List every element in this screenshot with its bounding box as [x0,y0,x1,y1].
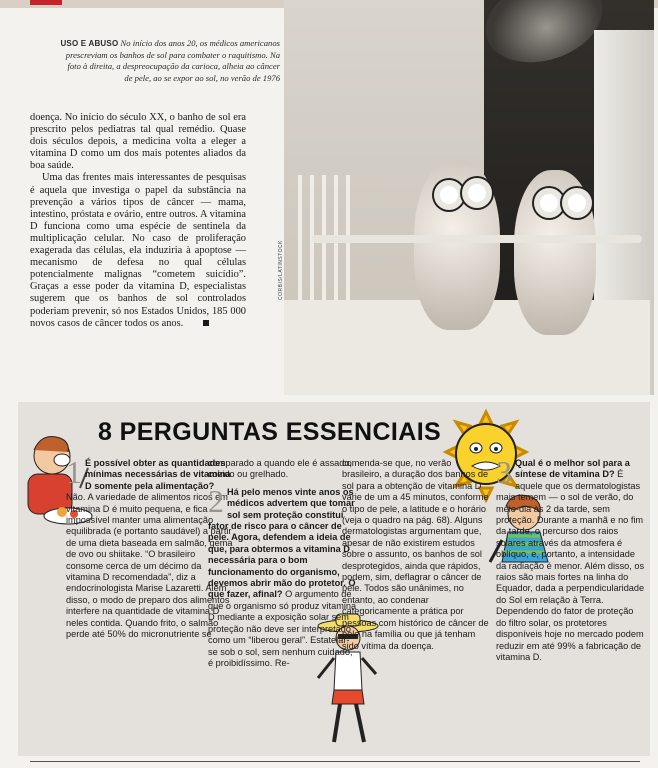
photo-credit: CORBIS/LATINSTOCK [278,240,284,300]
question-3 [496,454,646,663]
question-3-number: 3 [496,454,512,490]
body-paragraph-2 [30,172,246,329]
column-3-text: comenda-se que, no verão brasileiro, a duração dos banhos de sol para a obtenção de vitamina D varie de um a 45 minutos, conforme o tipo de pele, a latitude e o horário (veja o quadro na pág. 68). Alguns dermatologistas argumentam que, apesar de não existirem estudos sobre o assunto, os banhos de sol desprotegidos, ainda que rápidos, podem, sim, deflagrar o câncer de pele. Todos são unânimes, no entanto, ao condenar categoricamente a prática por pessoas com histórico de câncer de pele na família ou que já tenham sido vítima da doença. [342,458,489,651]
questions-box [18,402,650,756]
photo-caption [60,38,280,84]
goggle-right-2 [562,188,592,218]
question-2-number: 2 [208,482,224,519]
box-title: 8 PERGUNTAS ESSENCIAIS [98,418,442,446]
article-body [30,112,246,330]
question-1-number: 1 [66,454,82,490]
question-2-text: Há pelo menos vinte anos os médicos advertem que tomar sol sem proteção constitui fator de risco para o câncer de pele. Agora, defendem a ideia de que, para obtermos a vitamina D necessária para o bom funcionamento do organismo, devemos abrir mão do protetor. O que fazer, afinal? [208,486,356,600]
answer-2-text: O argumento de que o organismo só produz vitamina D mediante a exposição solar sem proteção não deve ser interpretado como um “liberou geral”. Estatelar-se sob o sol, sem nenhum cuidado, é proibidíssimo. Re- [208,589,357,668]
question-3-column [496,454,646,663]
column-2-continuation: comparado a quando ele é assado, cozido ou grelhado. [208,458,353,480]
column-3 [342,458,492,652]
question-3-text: Qual é o melhor sol para a síntese de vitamina D? [515,458,630,480]
answer-3-text: É aquele que os dermatologistas mais temem — o sol de verão, do meio-dia às 2 da tarde, sem proteção. Durante a manhã e no fim da tarde, o percurso dos raios solares através da atmosfera é oblíquo, e, portanto, a intensidade da radiação é menor. Além disso, os raios são mais fortes na linha do Equador, dada a perpendicularidade do Sol em relação à Terra. Dependendo do fator de proteção do filtro solar, os protetores disponíveis hoje no mercado podem reduzir em até 99% a fabricação de vitamina D. [496,469,645,662]
answer-1-text: Não. A variedade de alimentos ricos em vitamina D é muito pequena, e fica impossível manter uma alimentação equilibrada (e portanto saudável) a partir de uma dieta baseada em salmão, gema de ovo ou shiitake. “O brasileiro consome cerca de um décimo da vitamina D recomendada”, diz a endocrinologista Marise Lazaretti. Além disso, o modo de preparo dos alimentos interfere na quantidade de vitamina D neles contida. Quando frito, o salmão perde até 50% do micronutriente se [66,492,233,640]
goggle-right-1 [534,188,564,218]
body-paragraph-2-text: Uma das frentes mais interessantes de pesquisas é aquela que investiga o papel da substância na prevenção a vários tipos de câncer — mama, intestino, próstata e ovário, entre outros. A vitamina D funciona como uma espécie de sentinela da multiplicação celular. No caso de proliferação exagerada das células, ela induziria à apoptose — mecanismo de defesa no qual células potencialmente malignas “cometem suicídio”. Graças a esse poder da vitamina D, especialistas sugerem que os banhos de sol controlados poderiam prevenir, só nos Estados Unidos, 185 000 novos casos de câncer todos os anos. [30,172,246,329]
end-mark [203,320,209,326]
goggle-left-1 [434,180,464,210]
question-1-text: É possível obter as quantidades mínimas necessárias de vitamina D somente pela alimentação? [85,458,231,491]
caption-text: No início dos anos 20, os médicos americanos prescreviam os banhos de sol para combater o raquitismo. Na foto à direita, a despreocupação da carioca, alheia ao câncer de pele, ao se expor ao sol, no verão de 1976 [65,38,280,83]
question-2-column [208,458,358,669]
crib-rail [312,235,642,243]
section-marker [30,0,62,5]
bottom-rule [30,761,640,762]
historical-photo [278,0,650,395]
caption-tag: USO E ABUSO [60,39,119,48]
question-2 [208,482,358,670]
goggle-left-2 [462,178,492,208]
body-paragraph-1: doença. No início do século XX, o banho de sol era prescrito pelos pediatras tal qual remédio. Quase dois séculos depois, a medicina volta a eleger a vitamina D como um dos mais potentes aliados da boa saúde. [30,112,246,172]
